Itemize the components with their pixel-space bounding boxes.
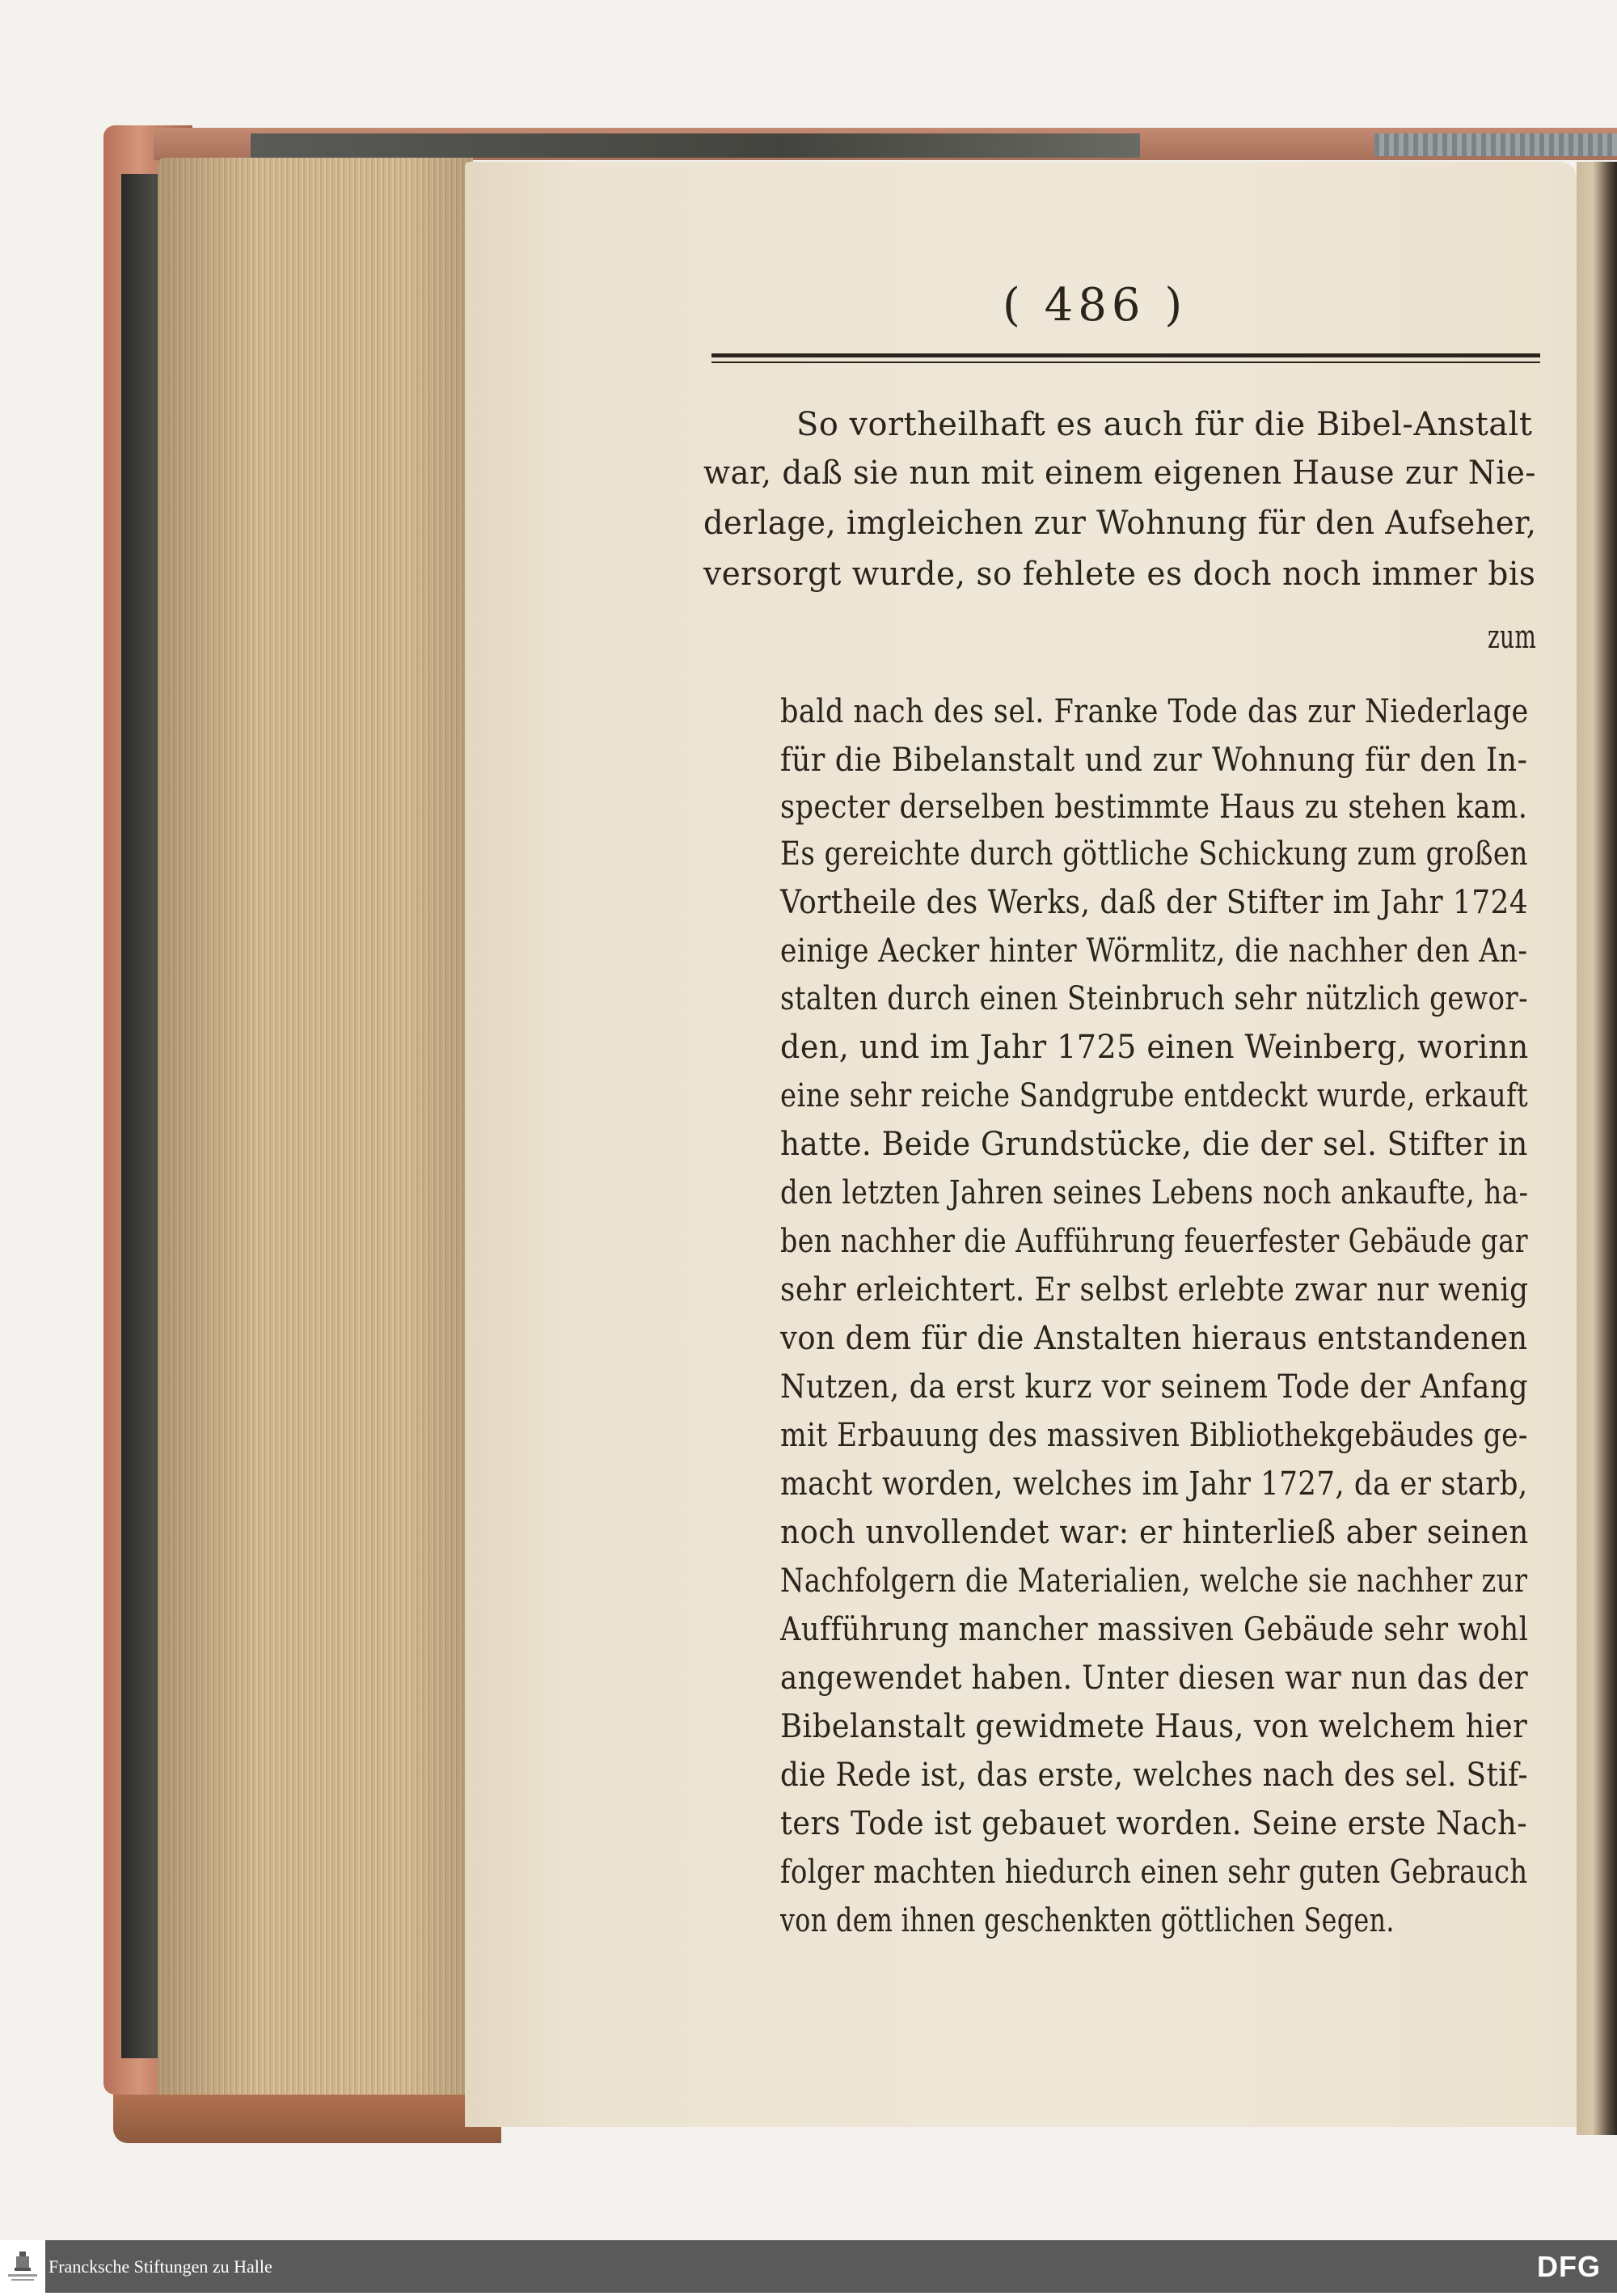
- text-line: stalten durch einen Steinbruch sehr nützlich gewor-: [780, 980, 1528, 1017]
- text-line: macht worden, welches im Jahr 1727, da er starb,: [780, 1465, 1528, 1503]
- text-line: ben nachher die Aufführung feuerfester Gebäude gar: [780, 1223, 1528, 1260]
- text-line: eine sehr reiche Sandgrube entdeckt wurde, erkauft: [780, 1077, 1529, 1114]
- text-line: bald nach des sel. Franke Tode das zur Niederlage: [780, 693, 1529, 730]
- book-cover-bottom: [113, 2095, 501, 2143]
- text-line: Es gereichte durch göttliche Schickung zum großen: [780, 835, 1528, 873]
- text-line: mit Erbauung des massiven Bibliothekgebäudes ge-: [780, 1417, 1528, 1454]
- book-headband: [1374, 133, 1617, 156]
- text-line: So vortheilhaft es auch für die Bibel-Anstalt: [796, 406, 1533, 443]
- text-line: noch unvollendet war: er hinterließ aber seinen: [780, 1514, 1529, 1551]
- page-edges-shadow: [158, 158, 473, 2131]
- institution-name: Francksche Stiftungen zu Halle: [49, 2256, 272, 2277]
- text-line: Aufführung mancher massiven Gebäude sehr wohl: [780, 1611, 1529, 1648]
- page-number: ( 486 ): [1003, 279, 1188, 332]
- text-line: Nachfolgern die Materialien, welche sie nachher zur: [780, 1562, 1528, 1600]
- text-line: für die Bibelanstalt und zur Wohnung für den In-: [780, 742, 1528, 779]
- text-line: hatte. Beide Grundstücke, die der sel. Stifter in: [780, 1126, 1528, 1163]
- text-line: die Rede ist, das erste, welches nach des sel. Stif-: [780, 1757, 1528, 1794]
- header-rule-thick: [711, 353, 1540, 357]
- text-line: einige Aecker hinter Wörmlitz, die nachher den An-: [780, 932, 1528, 970]
- text-line: derlage, imgleichen zur Wohnung für den Aufseher,: [703, 505, 1537, 542]
- text-line: specter derselben bestimmte Haus zu stehen kam.: [780, 789, 1528, 826]
- text-line: ters Tode ist gebauet worden. Seine erste Nach-: [780, 1805, 1528, 1842]
- book-cover-top-cloth: [251, 133, 1140, 158]
- facing-page-edge: [1577, 162, 1617, 2135]
- text-line: den letzten Jahren seines Lebens noch ankaufte, ha-: [780, 1174, 1529, 1211]
- text-line: Bibelanstalt gewidmete Haus, von welchem hier: [780, 1708, 1528, 1745]
- text-line: Nutzen, da erst kurz vor seinem Tode der Anfang: [780, 1368, 1529, 1406]
- text-line: Vortheile des Werks, daß der Stifter im Jahr 1724: [780, 884, 1529, 921]
- text-line: versorgt wurde, so fehlete es doch noch immer bis: [703, 556, 1536, 593]
- text-line: von dem für die Anstalten hieraus entstandenen: [780, 1320, 1528, 1357]
- dfg-logo: DFG: [1537, 2250, 1601, 2283]
- institution-logo-icon: [0, 2240, 45, 2293]
- text-line: zum: [1488, 619, 1537, 656]
- text-line: von dem ihnen geschenkten göttlichen Segen.: [780, 1902, 1395, 1939]
- text-line: angewendet haben. Unter diesen war nun das der: [780, 1660, 1529, 1697]
- text-line: sehr erleichtert. Er selbst erlebte zwar nur wenig: [780, 1271, 1529, 1309]
- text-line: war, daß sie nun mit einem eigenen Hause zur Nie-: [703, 455, 1536, 492]
- text-line: den, und im Jahr 1725 einen Weinberg, worinn: [780, 1029, 1529, 1066]
- text-line: folger machten hiedurch einen sehr guten Gebrauch: [780, 1854, 1528, 1891]
- header-rule-thin: [711, 362, 1540, 363]
- viewer-footer: [0, 2240, 1617, 2293]
